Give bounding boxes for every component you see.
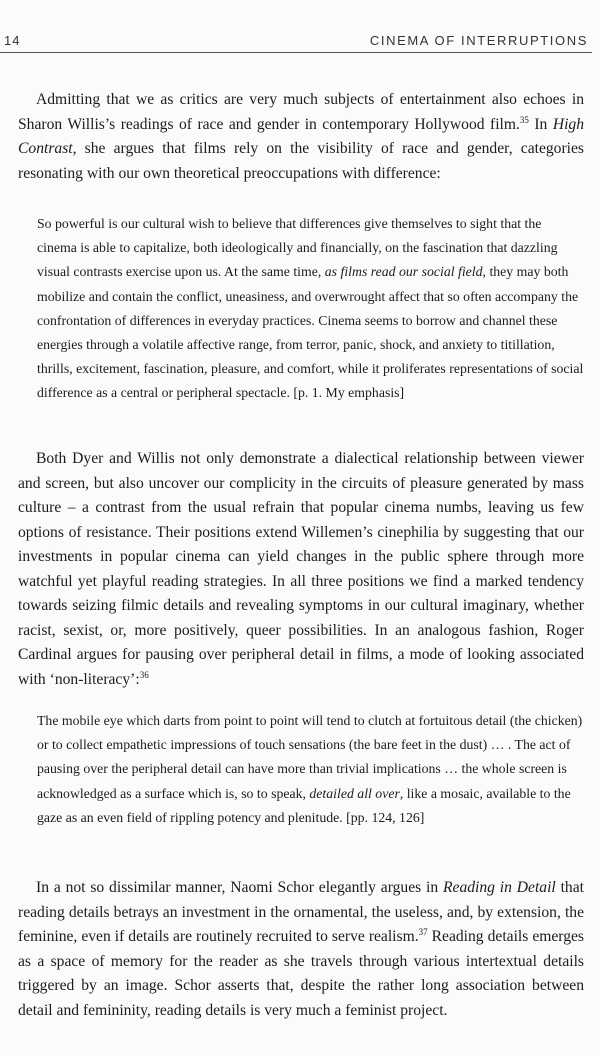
quote2-text-b: , like a mosaic, available to the gaze as an even field of rippling potency and plenitude. [pp. 124, 126] xyxy=(37,785,571,825)
book-title-reading-in-detail: Reading in Detail xyxy=(443,879,556,896)
quote1-text-b: , they may both mobilize and contain the conflict, uneasiness, and overwrought affect that so often accompany the confrontation of differences in everyday practices. Cinema seems to borrow and channel these energies through a volatile affective range, from terror, panic, shock, and anxiety to titillation, thrills, excitement, fascination, pleasure, and comfort, while it proliferates representations of social difference as a central or peripheral spectacle. [p. 1. My emphasis] xyxy=(37,264,584,401)
para3-text-c: Reading details emerges as a space of memory for the reader as she travels through various intertextual details triggered by an image. Schor asserts that, despite the rather long association between detail and femininity, reading details is very much a feminist project. xyxy=(18,928,584,1019)
paragraph-1 xyxy=(18,88,584,186)
running-head-title: CINEMA OF INTERRUPTIONS xyxy=(369,33,588,48)
block-quote-willis xyxy=(37,212,584,406)
footnote-ref-36: 36 xyxy=(139,669,149,680)
paragraph-2 xyxy=(18,447,584,692)
block-quote-cardinal xyxy=(37,709,584,830)
paragraph-3 xyxy=(18,876,584,1023)
para2-text: Both Dyer and Willis not only demonstrate a dialectical relationship between viewer and screen, but also uncover our complicity in the circuits of pleasure generated by mass culture – a contrast from the usual refrain that popular cinema numbs, leaving us few options of resistance. Their positions extend Willemen’s cinephilia by suggesting that our investments in popular cinema can yield changes in the public sphere through more watchful yet playful reading strategies. In all three positions we find a marked tendency towards seizing filmic details and revealing symptoms in our cultural imaginary, whether racist, sexist, or, more positively, queer possibilities. In an analogous fashion, Roger Cardinal argues for pausing over peripheral detail in films, a mode of looking associated with ‘non-literacy’: xyxy=(18,450,584,688)
para3-text-b: that reading details betrays an investment in the ornamental, the useless, and, by extension, the feminine, even if details are routinely recruited to serve realism. xyxy=(18,879,584,945)
quote2-text-a: The mobile eye which darts from point to point will tend to clutch at fortuitous detail (the chicken) or to collect empathetic impressions of touch sensations (the bare feet in the dust) … . The act of pausing over the peripheral detail can have more than trivial implications … the whole screen is acknowledged as a surface which is, so to speak, xyxy=(37,713,583,801)
page-number: 14 xyxy=(4,33,21,48)
quote1-text-a: So powerful is our cultural wish to believe that differences give themselves to sight that the cinema is able to capitalize, both ideologically and financially, on the fascination that dazzling visual contrasts exercise upon us. At the same time, xyxy=(37,216,558,280)
header-rule xyxy=(0,52,592,53)
para1-text-b: In xyxy=(528,115,553,133)
para3-text-a: In a not so dissimilar manner, Naomi Schor elegantly argues in xyxy=(36,879,443,896)
footnote-ref-35: 35 xyxy=(519,114,529,125)
para1-text-a: Admitting that we as critics are very much subjects of entertainment also echoes in Sharon Willis’s readings of race and gender in contemporary Hollywood film. xyxy=(18,91,584,133)
quote2-emphasis: detailed all over xyxy=(309,785,400,801)
running-header xyxy=(0,30,600,54)
book-title-high-contrast: High Contrast xyxy=(18,115,584,157)
footnote-ref-37: 37 xyxy=(418,927,428,937)
quote1-emphasis: as films read our social field xyxy=(324,264,483,280)
para1-text-c: , she argues that films rely on the visibility of race and gender, categories resonating with our own theoretical preoccupations with difference: xyxy=(18,140,584,182)
